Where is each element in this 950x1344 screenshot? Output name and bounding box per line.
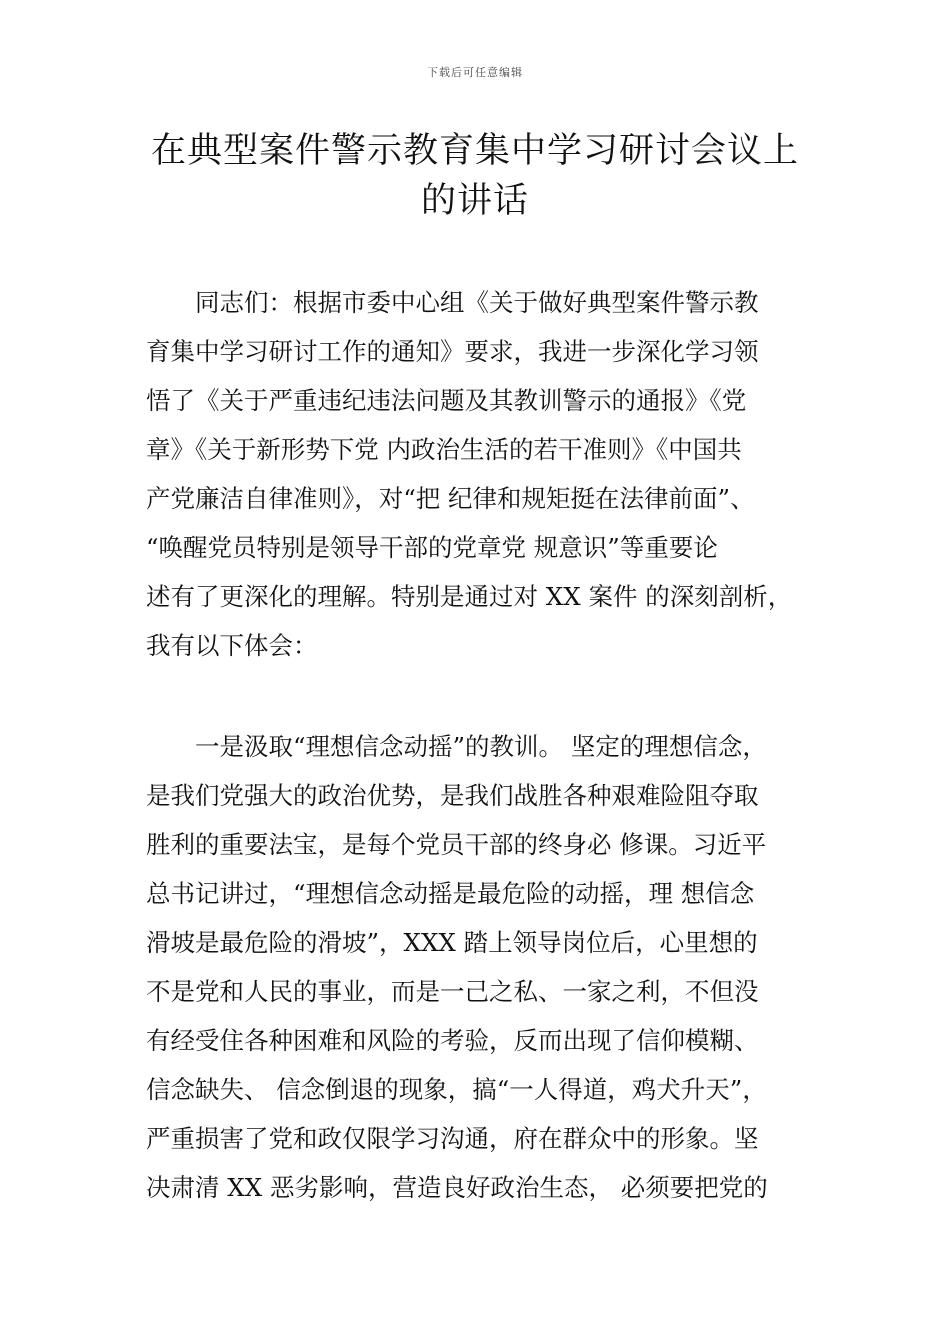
paragraph-line: 悟了《关于严重违纪违法问题及其教训警示的通报》《党 bbox=[146, 386, 747, 415]
paragraph-line: 同志们：根据市委中心组《关于做好典型案件警示教 bbox=[146, 288, 759, 317]
paragraph-line: 一是汲取“理想信念动摇”的教训。 坚定的理想信念， bbox=[146, 732, 767, 761]
paragraph-line: 有经受住各种困难和风险的考验，反而出现了信仰模糊、 bbox=[146, 1026, 759, 1055]
paragraph-line: 不是党和人民的事业，而是一己之私、一家之利，不但没 bbox=[146, 977, 759, 1006]
header-note: 下载后可任意编辑 bbox=[427, 66, 523, 79]
paragraph-line: 严重损害了党和政仅限学习沟通，府在群众中的形象。坚 bbox=[146, 1124, 759, 1153]
document-title bbox=[120, 126, 830, 226]
paragraph-line: 决肃清 XX 恶劣影响，营造良好政治生态， 必须要把党的 bbox=[146, 1173, 768, 1202]
paragraph-line: 总书记讲过，“理想信念动摇是最危险的动摇，理 想信念 bbox=[146, 879, 755, 908]
title-line: 在典型案件警示教育集中学习研讨会议上 bbox=[150, 131, 799, 171]
paragraph-point-one bbox=[146, 722, 826, 1212]
paragraph-line: “唤醒党员特别是领导干部的党章党 规意识”等重要论 bbox=[146, 533, 718, 562]
paragraph-line: 述有了更深化的理解。特别是通过对 XX 案件 的深刻剖析， bbox=[146, 582, 793, 611]
paragraph-line: 是我们党强大的政治优势，是我们战胜各种艰难险阻夺取 bbox=[146, 781, 759, 810]
paragraph-line: 滑坡是最危险的滑坡”，XXX 踏上领导岗位后，心里想的 bbox=[146, 928, 758, 957]
paragraph-line: 育集中学习研讨工作的通知》要求，我进一步深化学习领 bbox=[146, 337, 759, 366]
title-line: 的讲话 bbox=[420, 181, 529, 221]
paragraph-line: 产党廉洁自律准则》，对“把 纪律和规矩挺在法律前面”、 bbox=[146, 484, 755, 513]
paragraph-intro bbox=[146, 278, 826, 670]
paragraph-line: 章》《关于新形势下党 内政治生活的若干准则》《中国共 bbox=[146, 435, 742, 464]
paragraph-line: 胜利的重要法宝，是每个党员干部的终身必 修课。习近平 bbox=[146, 830, 767, 859]
paragraph-line: 信念缺失、 信念倒退的现象，搞“一人得道，鸡犬升天”， bbox=[146, 1075, 767, 1104]
paragraph-line: 我有以下体会： bbox=[146, 631, 318, 660]
